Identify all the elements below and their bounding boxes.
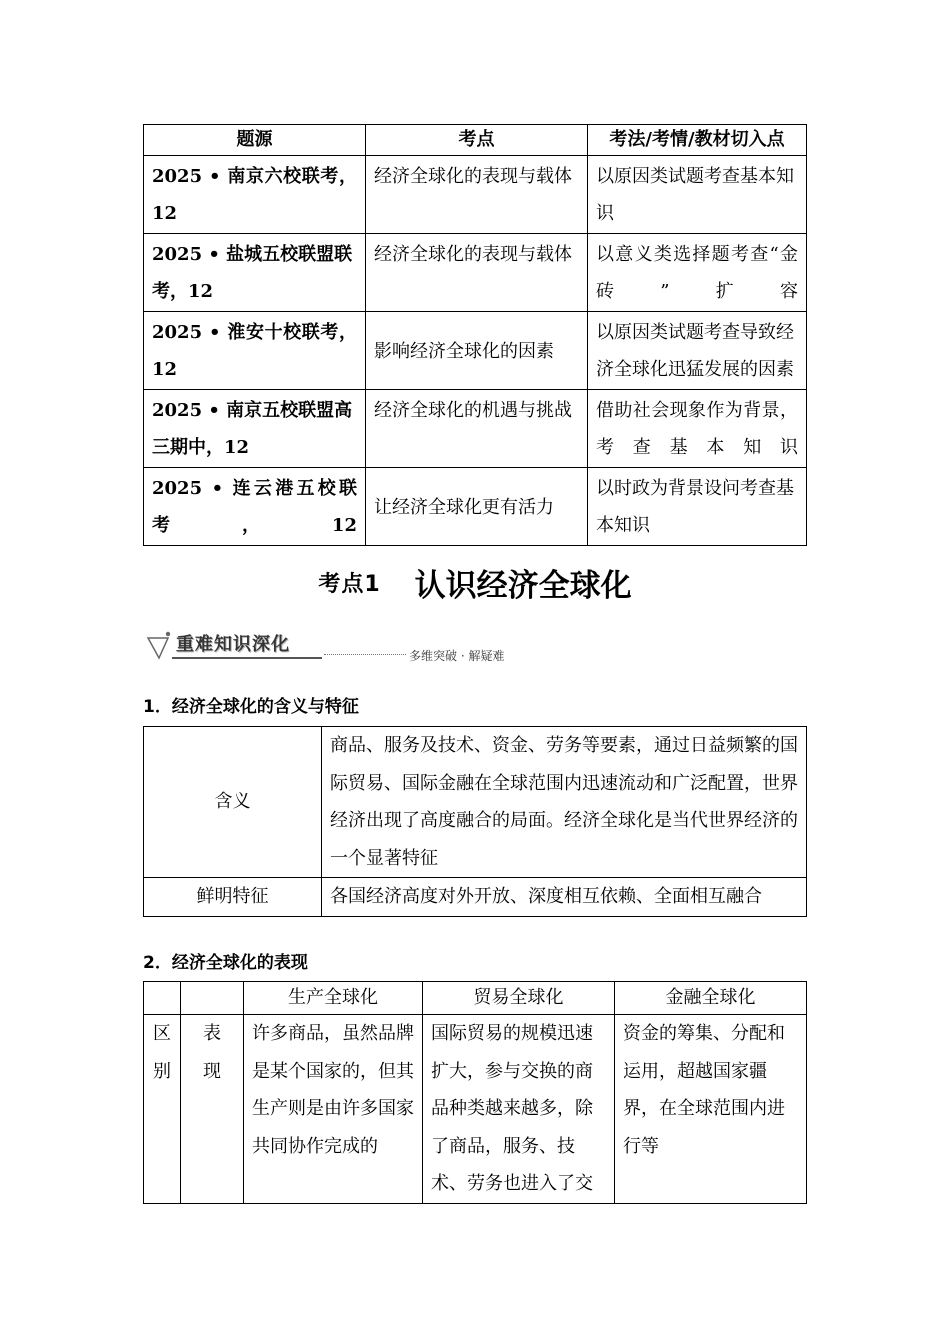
cell-finance: 资金的筹集、分配和运用，超越国家疆界，在全球范围内进行等: [615, 1015, 807, 1204]
blank-header-2: [181, 982, 244, 1015]
section1-heading: 1．经济全球化的含义与特征: [143, 697, 359, 717]
table-row: [144, 234, 807, 312]
label-difference: 区别: [144, 1015, 181, 1204]
cell-trade: 国际贸易的规模迅速扩大，参与交换的商品种类越来越多，除了商品，服务、技术、劳务也进入了交: [423, 1015, 615, 1204]
section-banner: [146, 628, 546, 668]
row-source: 2025 • 连云港五校联考，12: [144, 468, 366, 546]
cell-production: 许多商品，虽然品牌是某个国家的，但其生产则是由许多国家共同协作完成的: [244, 1015, 423, 1204]
table-row: [144, 727, 807, 878]
header-trade: 贸易全球化: [423, 982, 615, 1015]
table-row: [144, 312, 807, 390]
table-row: [144, 390, 807, 468]
banner-dots: [324, 654, 406, 655]
content-meaning: 商品、服务及技术、资金、劳务等要素，通过日益频繁的国际贸易、国际金融在全球范围内迅速流动和广泛配置，世界经济出现了高度融合的局面。经济全球化是当代世界经济的一个显著特征: [322, 727, 807, 878]
kaodian-number: 考点1: [318, 572, 381, 597]
header-production: 生产全球化: [244, 982, 423, 1015]
triangle-icon: [146, 630, 176, 666]
row-source: 2025 • 淮安十校联考，12: [144, 312, 366, 390]
row-point: 经济全球化的机遇与挑战: [366, 390, 588, 468]
header-finance: 金融全球化: [615, 982, 807, 1015]
header-source: 题源: [144, 125, 366, 156]
table-header-row: [144, 982, 807, 1015]
definition-table: [143, 726, 807, 917]
kaodian-title: [0, 560, 950, 605]
row-point: 经济全球化的表现与载体: [366, 234, 588, 312]
label-meaning: 含义: [144, 727, 322, 878]
row-method: 以原因类试题考查基本知识: [588, 156, 807, 234]
blank-header: [144, 982, 181, 1015]
table-row: [144, 878, 807, 917]
banner-underline: [172, 657, 322, 659]
row-source: 2025 • 南京六校联考，12: [144, 156, 366, 234]
row-point: 影响经济全球化的因素: [366, 312, 588, 390]
content-feature: 各国经济高度对外开放、深度相互依赖、全面相互融合: [322, 878, 807, 917]
row-point: 经济全球化的表现与载体: [366, 156, 588, 234]
table-row: [144, 1015, 807, 1204]
banner-label: 重难知识深化: [176, 634, 290, 655]
source-table: [143, 124, 807, 546]
label-feature: 鲜明特征: [144, 878, 322, 917]
forms-table: [143, 981, 807, 1204]
row-method: 借助社会现象作为背景，考查基本知识: [588, 390, 807, 468]
row-method: 以时政为背景设问考查基本知识: [588, 468, 807, 546]
row-method: 以原因类试题考查导致经济全球化迅猛发展的因素: [588, 312, 807, 390]
table-header-row: [144, 125, 807, 156]
row-source: 2025 • 南京五校联盟高三期中，12: [144, 390, 366, 468]
kaodian-name: 认识经济全球化: [414, 568, 632, 604]
section2-heading: 2．经济全球化的表现: [143, 953, 308, 973]
table-row: [144, 468, 807, 546]
row-method: 以意义类选择题考查“金砖”扩容: [588, 234, 807, 312]
row-point: 让经济全球化更有活力: [366, 468, 588, 546]
table-row: [144, 156, 807, 234]
row-source: 2025 • 盐城五校联盟联考，12: [144, 234, 366, 312]
banner-subtitle: 多维突破 · 解疑难: [409, 649, 505, 663]
label-performance: 表现: [181, 1015, 244, 1204]
header-method: 考法/考情/教材切入点: [588, 125, 807, 156]
header-point: 考点: [366, 125, 588, 156]
